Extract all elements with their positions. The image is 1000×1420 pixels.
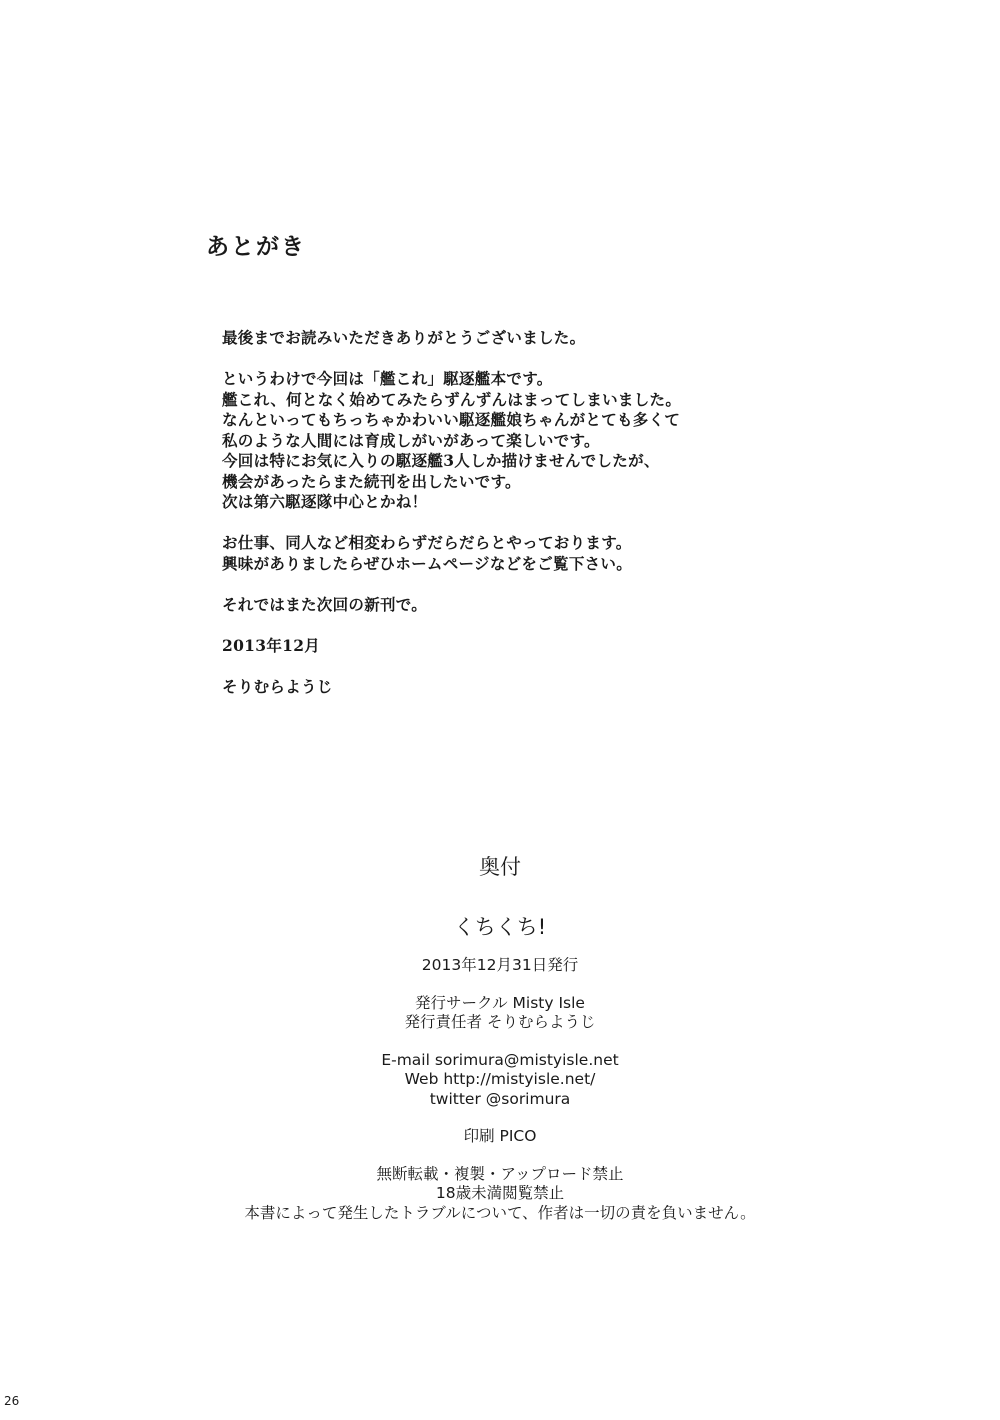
circle-name: 発行サークル Misty Isle xyxy=(415,993,585,1012)
afterword-line: 艦これ、何となく始めてみたらずんずんはまってしまいました。 xyxy=(222,389,682,409)
afterword-line: 機会があったらまた続刊を出したいです。 xyxy=(222,471,521,491)
afterword-paragraph xyxy=(222,328,782,349)
notice-reproduction: 無断転載・複製・アップロード禁止 xyxy=(376,1164,624,1183)
afterword-date xyxy=(222,636,782,657)
afterword-paragraph xyxy=(222,369,782,513)
afterword-line: 私のような人間には育成しがいがあって楽しいです。 xyxy=(222,430,600,450)
printer: 印刷 PICO xyxy=(463,1127,537,1145)
afterword-paragraph xyxy=(222,533,782,574)
contact-twitter: twitter @sorimura xyxy=(429,1089,571,1108)
contact-web: Web http://mistyisle.net/ xyxy=(404,1070,596,1088)
colophon xyxy=(0,852,1000,1241)
afterword-paragraph xyxy=(222,595,782,616)
publisher-name: 発行責任者 そりむらようじ xyxy=(404,1013,596,1031)
printer-block xyxy=(0,1127,1000,1147)
afterword-line: 興味がありましたらぜひホームページなどをご覧下さい。 xyxy=(222,553,633,573)
issue-block xyxy=(0,956,1000,976)
afterword-line: そりむらようじ xyxy=(222,676,333,696)
afterword-heading: あとがき xyxy=(206,233,306,260)
contact-block xyxy=(0,1051,1000,1110)
notice-block xyxy=(0,1165,1000,1224)
afterword-signature xyxy=(222,677,782,698)
contact-email: E-mail sorimura@mistyisle.net xyxy=(381,1050,619,1069)
afterword-line: 次は第六駆逐隊中心とかね！ xyxy=(222,492,428,511)
afterword-line: 今回は特にお気に入りの駆逐艦3人しか描けませんでしたが、 xyxy=(222,451,660,470)
afterword-line: 最後までお読みいただきありがとうございました。 xyxy=(222,328,586,347)
afterword-line: お仕事、同人など相変わらずだらだらとやっております。 xyxy=(222,533,632,552)
page-number: 26 xyxy=(4,1394,20,1408)
colophon-heading: 奥付 xyxy=(479,855,521,879)
afterword-line: なんといってもちっちゃかわいい駆逐艦娘ちゃんがとても多くて xyxy=(222,410,681,429)
afterword-line: それではまた次回の新刊で。 xyxy=(222,594,428,614)
afterword-line: 2013年12月 xyxy=(222,635,321,655)
book-title: くちくち! xyxy=(453,915,547,939)
notice-age: 18歳未満閲覧禁止 xyxy=(435,1184,565,1202)
afterword-body xyxy=(222,328,782,718)
publisher-block xyxy=(0,994,1000,1033)
issue-date: 2013年12月31日発行 xyxy=(421,956,579,974)
notice-liability: 本書によって発生したトラブルについて、作者は一切の責を負いません。 xyxy=(244,1203,756,1222)
afterword-line: というわけで今回は「艦これ」駆逐艦本です。 xyxy=(222,369,553,388)
